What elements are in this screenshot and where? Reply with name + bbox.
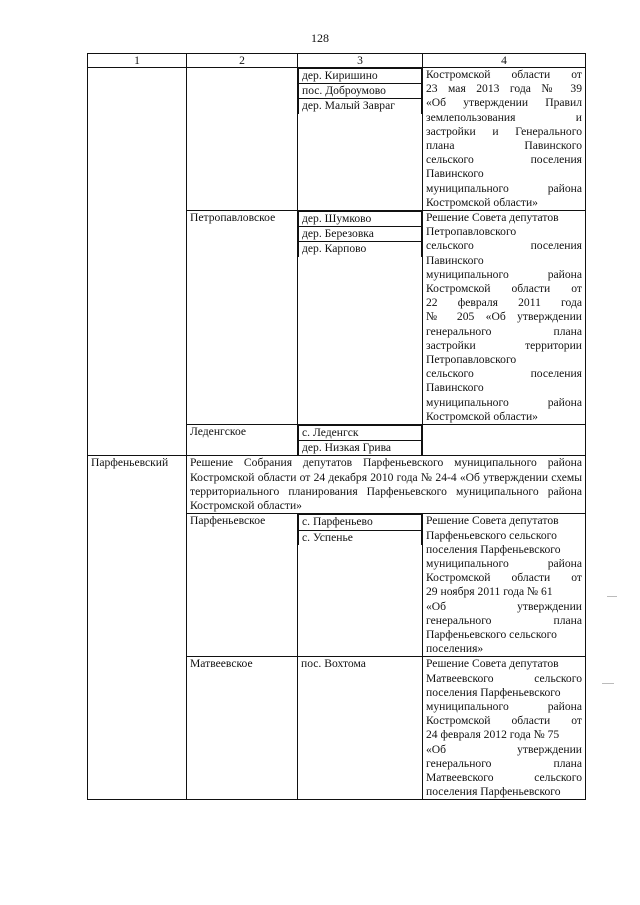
decision-line: Петропавловского	[426, 225, 517, 239]
decision-line: Парфеньевского сельского	[426, 627, 557, 641]
settlement-item: дер. Низкая Грива	[299, 441, 422, 456]
settlement-list-cell	[298, 514, 423, 657]
decision-line: Костромской области»	[426, 195, 538, 209]
decision-line: плана Павинского	[426, 139, 582, 153]
district-name-cell: Парфеньевский	[88, 456, 187, 800]
district-cell-empty	[88, 68, 187, 456]
decision-line: Костромской области от	[426, 282, 582, 296]
settlement-name-cell: Петропавловское	[187, 211, 298, 425]
decision-line: Матвеевского сельского	[426, 671, 582, 685]
settlement-item: дер. Киришино	[299, 69, 422, 84]
decision-line: поселения»	[426, 642, 484, 656]
decision-line: поселения Парфеньевского	[426, 685, 561, 699]
table-row	[88, 456, 586, 514]
decision-line: Костромской области»	[426, 409, 538, 423]
decision-line: Костромской области от	[426, 714, 582, 728]
decision-line: Костромской области от	[426, 571, 582, 585]
settlements-table	[87, 53, 586, 800]
settlement-item: дер. Малый Завраг	[299, 99, 422, 114]
decision-line: 23 мая 2013 года № 39	[426, 82, 582, 96]
decision-line: генерального плана	[426, 613, 582, 627]
settlement-name-cell	[187, 68, 298, 211]
decision-line: генерального плана	[426, 756, 582, 770]
settlement-list-cell	[298, 425, 423, 456]
settlement-list-cell: пос. Вохтома	[298, 657, 423, 800]
decision-line: поселения Парфеньевского	[426, 785, 561, 799]
decision-cell	[423, 68, 586, 211]
settlement-list-cell	[298, 68, 423, 211]
decision-line: 22 февраля 2011 года	[426, 296, 582, 310]
header-col-3: 3	[298, 54, 423, 68]
decision-line: Парфеньевского сельского	[426, 528, 557, 542]
decision-line: № 205 «Об утверждении	[426, 310, 582, 324]
margin-mark	[607, 596, 617, 597]
decision-line: муниципального района	[426, 395, 582, 409]
header-col-1: 1	[88, 54, 187, 68]
decision-line: Решение Совета депутатов	[426, 657, 559, 671]
decision-line: 24 февраля 2012 года № 75	[426, 728, 560, 742]
margin-mark	[602, 683, 614, 684]
decision-line: «Об утверждении Правил	[426, 96, 582, 110]
settlement-item: с. Парфеньево	[299, 515, 422, 530]
decision-line: Решение Совета депутатов	[426, 211, 559, 225]
header-col-2: 2	[187, 54, 298, 68]
decision-line: Решение Совета депутатов	[426, 514, 559, 528]
settlement-name-cell: Парфеньевское	[187, 514, 298, 657]
decision-line: сельского поселения	[426, 153, 582, 167]
decision-line: «Об утверждении	[426, 599, 582, 613]
decision-line: застройки территории	[426, 338, 582, 352]
decision-cell	[423, 425, 586, 456]
decision-cell	[423, 514, 586, 657]
decision-line: генерального плана	[426, 324, 582, 338]
decision-line: муниципального района	[426, 181, 582, 195]
settlement-name-cell: Матвеевское	[187, 657, 298, 800]
decision-line: землепользования и	[426, 110, 582, 124]
settlement-item: пос. Доброумово	[299, 84, 422, 99]
settlement-item: с. Успенье	[299, 530, 422, 545]
settlement-item: дер. Шумково	[299, 212, 422, 227]
header-row	[88, 54, 586, 68]
decision-line: Матвеевского сельского	[426, 770, 582, 784]
decision-line: сельского поселения	[426, 239, 582, 253]
decision-cell	[423, 211, 586, 425]
header-col-4: 4	[423, 54, 586, 68]
page-number: 128	[311, 31, 329, 45]
decision-line: муниципального района	[426, 556, 582, 570]
decision-line: 29 ноября 2011 года № 61	[426, 585, 553, 599]
decision-line: муниципального района	[426, 699, 582, 713]
decision-line: Павинского	[426, 253, 484, 267]
settlement-item: дер. Карпово	[299, 242, 422, 257]
decision-line: поселения Парфеньевского	[426, 542, 561, 556]
decision-line: муниципального района	[426, 267, 582, 281]
settlement-item: с. Леденгск	[299, 426, 422, 441]
decision-line: «Об утверждении	[426, 742, 582, 756]
decision-line: Костромской области от	[426, 68, 582, 81]
settlement-name-cell: Леденгское	[187, 425, 298, 456]
decision-line: сельского поселения	[426, 367, 582, 381]
decision-line: застройки и Генерального	[426, 124, 582, 138]
table-row	[88, 68, 586, 211]
settlement-list-cell	[298, 211, 423, 425]
settlement-item: дер. Березовка	[299, 227, 422, 242]
decision-line: Петропавловского	[426, 353, 517, 367]
decision-line: Павинского	[426, 167, 484, 181]
decision-line: Павинского	[426, 381, 484, 395]
district-decision: Решение Собрания депутатов Парфеньевского муниципального района Костромской области от 24 декабря 2010 года № 24-4 «Об утверждении схемы территориального планирования Парфеньевского муниципального района Костромской области»	[187, 456, 586, 514]
decision-cell	[423, 657, 586, 800]
